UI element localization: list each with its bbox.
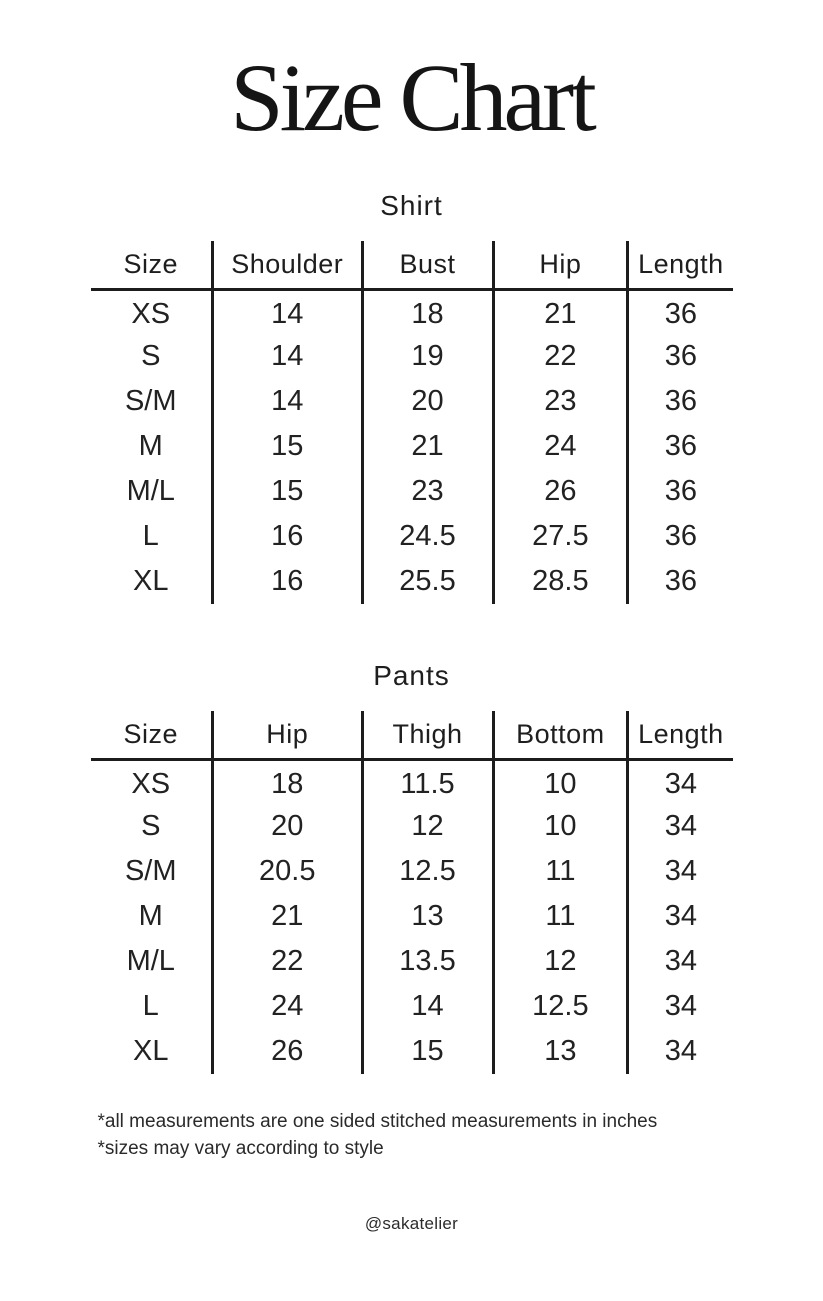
measurement-cell: 34 — [628, 984, 733, 1029]
column-header-length: Length — [628, 241, 733, 289]
credit-handle: @sakatelier — [364, 1214, 459, 1233]
table-row — [91, 334, 733, 379]
size-cell: S — [141, 340, 161, 372]
measurement-cell: 26 — [212, 1029, 362, 1074]
pants-section-title: Pants — [373, 660, 450, 691]
table-row — [91, 379, 733, 424]
measurement-cell: 20 — [362, 379, 493, 424]
measurement-cell: 36 — [628, 334, 733, 379]
column-header-bust: Bust — [362, 241, 493, 289]
page-title: Size Chart — [230, 44, 593, 151]
measurement-cell: 28.5 — [493, 559, 628, 604]
measurement-cell: 36 — [628, 514, 733, 559]
shirt-header-row — [91, 241, 733, 289]
measurement-cell: 25.5 — [362, 559, 493, 604]
measurement-cell: 15 — [362, 1029, 493, 1074]
table-row — [91, 849, 733, 894]
table-row — [91, 984, 733, 1029]
measurement-cell: 16 — [212, 559, 362, 604]
footnote-measurements: *all measurements are one sided stitched measurements in inches — [97, 1111, 658, 1132]
measurement-cell: 21 — [212, 894, 362, 939]
measurement-cell: 19 — [362, 334, 493, 379]
measurement-cell: 11.5 — [362, 759, 493, 804]
measurement-cell: 12.5 — [362, 849, 493, 894]
size-cell: M — [138, 430, 163, 462]
pants-size-table — [91, 711, 733, 1074]
table-row — [91, 289, 733, 334]
measurement-cell: 16 — [212, 514, 362, 559]
column-header-hip: Hip — [493, 241, 628, 289]
size-cell: L — [142, 990, 159, 1022]
measurement-cell: 20 — [212, 804, 362, 849]
measurement-cell: 26 — [493, 469, 628, 514]
table-row — [91, 559, 733, 604]
column-header-shoulder: Shoulder — [212, 241, 362, 289]
table-row — [91, 894, 733, 939]
size-cell: XL — [132, 565, 169, 597]
size-cell: L — [142, 520, 159, 552]
size-cell: M/L — [126, 945, 175, 977]
measurement-cell: 34 — [628, 759, 733, 804]
table-row — [91, 424, 733, 469]
table-row — [91, 1029, 733, 1074]
column-header-size: Size — [91, 241, 213, 289]
measurement-cell: 13 — [493, 1029, 628, 1074]
measurement-cell: 10 — [493, 804, 628, 849]
table-row — [91, 514, 733, 559]
measurement-cell: 15 — [212, 424, 362, 469]
measurement-cell: 36 — [628, 424, 733, 469]
size-cell: XS — [131, 767, 171, 800]
measurement-cell: 14 — [362, 984, 493, 1029]
measurement-cell: 12 — [362, 804, 493, 849]
size-cell: XS — [131, 297, 171, 330]
measurement-cell: 22 — [493, 334, 628, 379]
measurement-cell: 36 — [628, 559, 733, 604]
footnotes — [91, 1108, 733, 1162]
size-cell: M — [138, 900, 163, 932]
column-header-size: Size — [91, 711, 213, 759]
measurement-cell: 23 — [493, 379, 628, 424]
measurement-cell: 27.5 — [493, 514, 628, 559]
measurement-cell: 24 — [212, 984, 362, 1029]
measurement-cell: 21 — [493, 289, 628, 334]
table-row — [91, 759, 733, 804]
column-header-thigh: Thigh — [362, 711, 493, 759]
measurement-cell: 24.5 — [362, 514, 493, 559]
measurement-cell: 14 — [212, 334, 362, 379]
measurement-cell: 10 — [493, 759, 628, 804]
pants-header-row — [91, 711, 733, 759]
measurement-cell: 15 — [212, 469, 362, 514]
measurement-cell: 36 — [628, 289, 733, 334]
measurement-cell: 20.5 — [212, 849, 362, 894]
shirt-section-title: Shirt — [380, 190, 443, 221]
measurement-cell: 34 — [628, 1029, 733, 1074]
measurement-cell: 34 — [628, 939, 733, 984]
shirt-section — [0, 190, 823, 604]
measurement-cell: 23 — [362, 469, 493, 514]
measurement-cell: 18 — [362, 289, 493, 334]
size-cell: S — [141, 810, 161, 842]
measurement-cell: 12.5 — [493, 984, 628, 1029]
shirt-size-table — [91, 241, 733, 604]
column-header-length: Length — [628, 711, 733, 759]
size-cell: S/M — [124, 385, 177, 417]
measurement-cell: 12 — [493, 939, 628, 984]
measurement-cell: 13 — [362, 894, 493, 939]
measurement-cell: 14 — [212, 289, 362, 334]
pants-section — [0, 660, 823, 1074]
measurement-cell: 34 — [628, 894, 733, 939]
measurement-cell: 21 — [362, 424, 493, 469]
measurement-cell: 22 — [212, 939, 362, 984]
measurement-cell: 11 — [493, 894, 628, 939]
measurement-cell: 24 — [493, 424, 628, 469]
measurement-cell: 34 — [628, 849, 733, 894]
column-header-hip: Hip — [212, 711, 362, 759]
table-row — [91, 939, 733, 984]
measurement-cell: 36 — [628, 379, 733, 424]
table-row — [91, 469, 733, 514]
footnote-sizes-vary: *sizes may vary according to style — [97, 1138, 384, 1159]
measurement-cell: 34 — [628, 804, 733, 849]
table-row — [91, 804, 733, 849]
size-cell: S/M — [124, 855, 177, 887]
measurement-cell: 14 — [212, 379, 362, 424]
size-cell: M/L — [126, 475, 175, 507]
measurement-cell: 11 — [493, 849, 628, 894]
measurement-cell: 18 — [212, 759, 362, 804]
size-cell: XL — [132, 1035, 169, 1067]
measurement-cell: 13.5 — [362, 939, 493, 984]
column-header-bottom: Bottom — [493, 711, 628, 759]
measurement-cell: 36 — [628, 469, 733, 514]
